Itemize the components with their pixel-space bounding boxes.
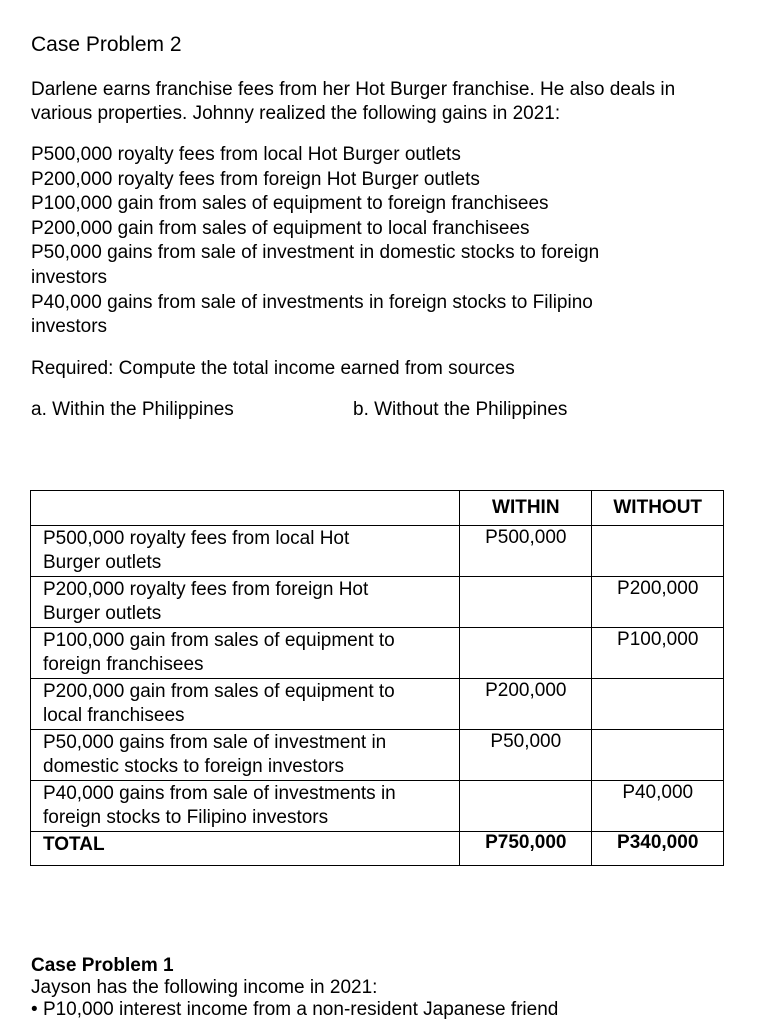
row-line2: foreign franchisees	[43, 654, 204, 675]
gain-line: investors	[31, 316, 108, 338]
bullet-icon: •	[31, 999, 38, 1020]
case1-intro: Jayson has the following income in 2021:	[31, 977, 378, 998]
within-value: P500,000	[485, 527, 567, 548]
table-row	[31, 730, 724, 781]
gain-line: P100,000 gain from sales of equipment to foreign franchisees	[31, 193, 549, 215]
within-value	[460, 628, 591, 629]
total-without: P340,000	[592, 832, 724, 866]
row-line1: P200,000 royalty fees from foreign Hot	[43, 579, 369, 600]
without-value	[592, 679, 723, 680]
without-value: P100,000	[617, 629, 699, 650]
required-text: Required: Compute the total income earned from sources	[31, 358, 515, 379]
intro-paragraph: Darlene earns franchise fees from her Hot Burger franchise. He also deals in various properties. Johnny realized the following gains in 2021:	[31, 79, 676, 124]
page-title: Case Problem 2	[31, 33, 182, 56]
row-within	[460, 679, 592, 730]
row-without	[592, 781, 724, 832]
table-row	[31, 526, 724, 577]
within-value	[460, 781, 591, 782]
row-line1: P100,000 gain from sales of equipment to	[43, 630, 395, 651]
row-line2: foreign stocks to Filipino investors	[43, 807, 329, 828]
gain-line: P50,000 gains from sale of investment in domestic stocks to foreign	[31, 242, 600, 264]
case-problem-1	[31, 955, 558, 1021]
gain-line: investors	[31, 266, 108, 288]
option-a: a. Within the Philippines	[31, 399, 234, 420]
row-description	[31, 577, 460, 628]
row-description	[31, 679, 460, 730]
row-within	[460, 781, 592, 832]
gains-list	[31, 143, 599, 340]
row-within	[460, 526, 592, 577]
row-without	[592, 628, 724, 679]
row-description	[31, 730, 460, 781]
table-total-row	[31, 832, 724, 866]
table-row	[31, 781, 724, 832]
within-value	[460, 577, 591, 578]
header-within: WITHIN	[460, 491, 592, 526]
gain-line: P500,000 royalty fees from local Hot Burger outlets	[31, 144, 461, 165]
row-line1: P50,000 gains from sale of investment in	[43, 732, 387, 753]
total-within: P750,000	[460, 832, 592, 866]
row-description	[31, 526, 460, 577]
row-line1: P40,000 gains from sale of investments in	[43, 783, 396, 804]
row-line2: local franchisees	[43, 705, 185, 726]
within-value: P50,000	[490, 731, 562, 752]
row-line2: domestic stocks to foreign investors	[43, 756, 344, 777]
table-row	[31, 577, 724, 628]
row-within	[460, 577, 592, 628]
total-label: TOTAL	[31, 832, 460, 866]
row-without	[592, 526, 724, 577]
row-line2: Burger outlets	[43, 603, 162, 624]
row-without	[592, 679, 724, 730]
header-without: WITHOUT	[592, 491, 724, 526]
row-line1: P200,000 gain from sales of equipment to	[43, 681, 395, 702]
income-table	[30, 490, 724, 866]
gain-line: P200,000 royalty fees from foreign Hot Burger outlets	[31, 168, 480, 190]
without-value	[592, 526, 723, 527]
table-row	[31, 679, 724, 730]
row-within	[460, 730, 592, 781]
row-line1: P500,000 royalty fees from local Hot	[43, 528, 350, 549]
case1-title: Case Problem 1	[31, 955, 174, 976]
option-b: b. Without the Philippines	[353, 399, 568, 420]
row-without	[592, 730, 724, 781]
header-description	[31, 491, 460, 526]
row-description	[31, 781, 460, 832]
case1-item	[31, 999, 558, 1021]
row-description	[31, 628, 460, 679]
without-value	[592, 730, 723, 731]
without-value: P40,000	[622, 782, 694, 803]
case1-item-text: P10,000 interest income from a non-resident Japanese friend	[42, 999, 559, 1020]
table-row	[31, 628, 724, 679]
gain-line: P200,000 gain from sales of equipment to local franchisees	[31, 217, 530, 239]
within-value: P200,000	[485, 680, 567, 701]
row-within	[460, 628, 592, 679]
table-header-row	[31, 491, 724, 526]
row-without	[592, 577, 724, 628]
row-line2: Burger outlets	[43, 552, 162, 573]
without-value: P200,000	[617, 578, 699, 599]
gain-line: P40,000 gains from sale of investments in foreign stocks to Filipino	[31, 291, 593, 313]
